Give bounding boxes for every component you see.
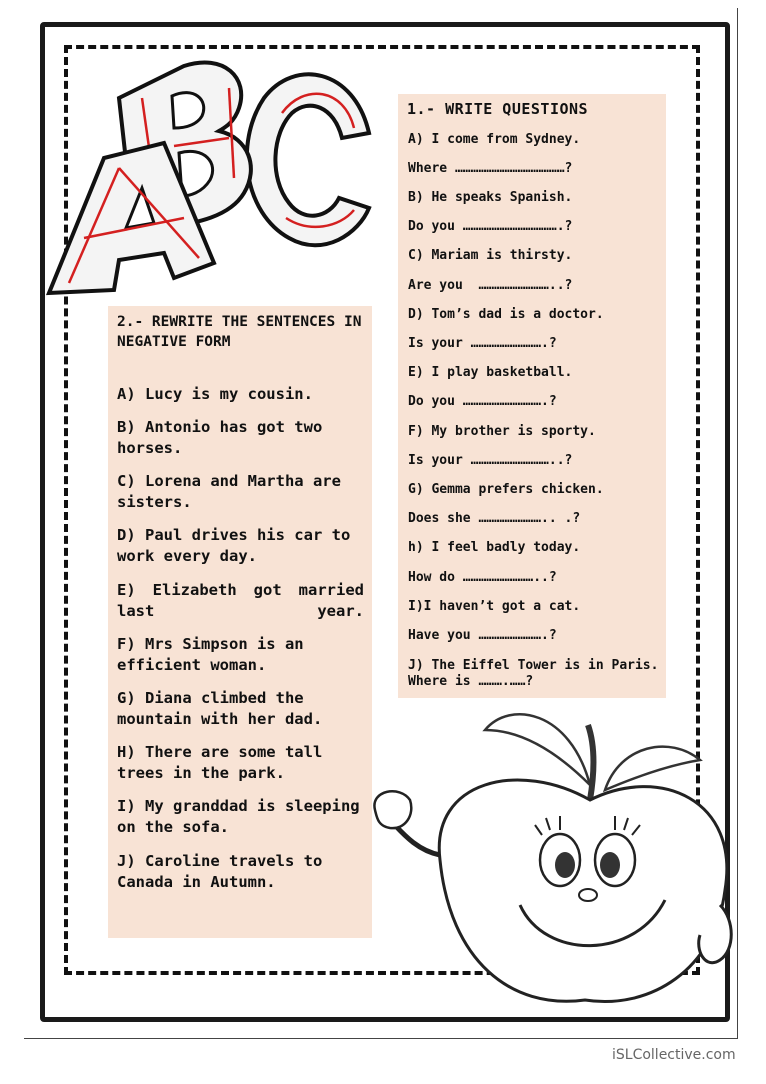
question-line: Are you ………………………..? (408, 278, 573, 293)
sentence-item: B) Antonio has got two horses. (117, 418, 323, 457)
question-line: Do you ………………………….? (408, 394, 557, 409)
question-line: Does she …………………….. .? (408, 511, 581, 526)
question-line: A) I come from Sydney. (408, 132, 581, 147)
sentence-item: F) Mrs Simpson is an efficient woman. (117, 635, 304, 674)
sentence-item: H) There are some tall trees in the park. (117, 743, 323, 782)
sentence-item: C) Lorena and Martha are sisters. (117, 472, 341, 511)
section1-title: 1.- WRITE QUESTIONS (407, 100, 589, 118)
question-line: C) Mariam is thirsty. (408, 248, 573, 263)
sentence-item: G) Diana climbed the mountain with her dad. (117, 689, 323, 728)
letter-c-icon (247, 74, 369, 245)
watermark: iSLCollective.com (612, 1047, 736, 1063)
question-line: Is your …………………………..? (408, 453, 573, 468)
question-line: F) My brother is sporty. (408, 424, 596, 439)
sentence-item: I) My granddad is sleeping on the sofa. (117, 797, 360, 836)
question-line: J) The Eiffel Tower is in Paris. Where is ……….……? (408, 658, 659, 689)
negative-form-panel (108, 306, 372, 938)
write-questions-panel (398, 94, 666, 698)
question-line: G) Gemma prefers chicken. (408, 482, 604, 497)
question-line: How do ………………………..? (408, 570, 557, 585)
question-line: D) Tom’s dad is a doctor. (408, 307, 604, 322)
question-line: Is your ……………………….? (408, 336, 557, 351)
question-line: h) I feel badly today. (408, 540, 581, 555)
question-line: Have you …………………….? (408, 628, 557, 643)
question-line: Do you ……………………………….? (408, 219, 573, 234)
question-line: Where ……………………………………? (408, 161, 573, 176)
sentence-item: E) Elizabeth got married last year. (117, 581, 364, 620)
section2-title: 2.- REWRITE THE SENTENCES IN NEGATIVE FORM (117, 314, 362, 350)
abc-letters-icon (24, 28, 384, 318)
question-line: E) I play basketball. (408, 365, 573, 380)
sentence-item: A) Lucy is my cousin. (117, 385, 313, 403)
sentence-item: D) Paul drives his car to work every day. (117, 526, 351, 565)
sentence-item: J) Caroline travels to Canada in Autumn. (117, 852, 323, 891)
question-line: B) He speaks Spanish. (408, 190, 573, 205)
question-line: I)I haven’t got a cat. (408, 599, 581, 614)
apple-cartoon-icon (370, 690, 750, 1010)
